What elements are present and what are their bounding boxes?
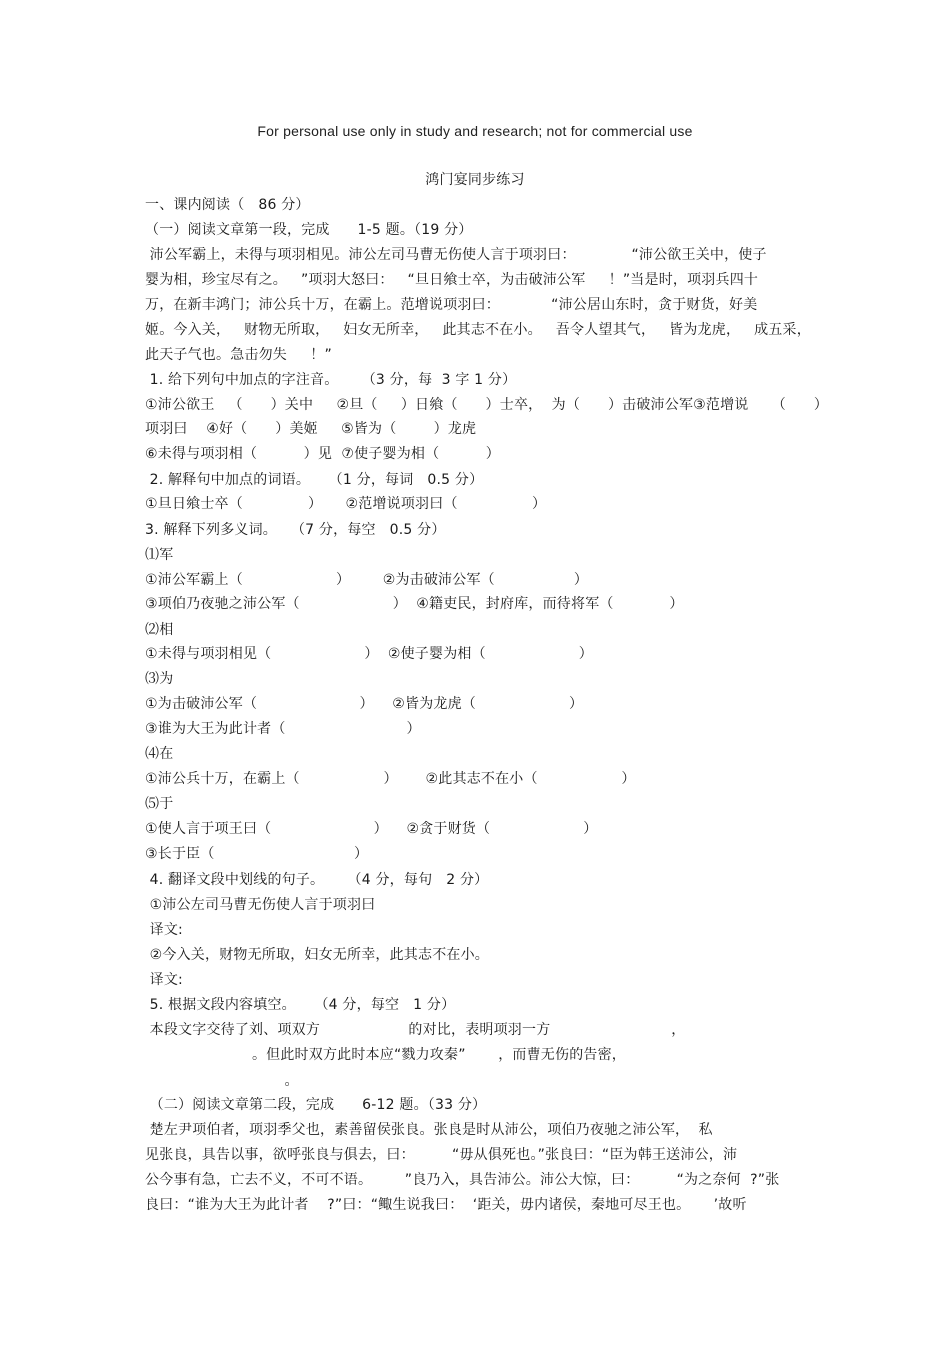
text-line: ①未得与项羽相见（ ） ②使子婴为相（ ） [145,646,594,662]
text-line: 项羽曰 ④好（ ）美姬 ⑤皆为（ ）龙虎 [145,421,477,437]
text-line: ⑴军 [145,547,174,563]
text-line: 公今事有急，亡去不义，不可不语。 ”良乃入，具告沛公。沛公大惊，曰： “为之奈何 ?”张 [145,1172,780,1188]
text-line: 译文: [145,922,183,938]
text-line: ①沛公兵十万，在霸上（ ） ②此其志不在小（ ） [145,771,636,787]
text-line: 4. 翻译文段中划线的句子。 （4 分，每句 2 分） [145,872,489,888]
text-line: 此天子气也。急击勿失 ！” [145,347,332,363]
text-line: 万，在新丰鸿门；沛公兵十万，在霸上。范增说项羽曰： “沛公居山东时，贪于财货，好美 [145,297,758,313]
document-title: 鸿门宴同步练习 [425,172,525,188]
text-line: （一）阅读文章第一段，完成 1-5 题。（19 分） [145,222,473,238]
text-line: 。但此时双方此时本应“戮力攻秦” ，而曹无伤的告密， [145,1047,627,1063]
text-line: 沛公军霸上，未得与项羽相见。沛公左司马曹无伤使人言于项羽曰： “沛公欲王关中，使子 [145,247,767,263]
text-line: 3. 解释下列多义词。 （7 分，每空 0.5 分） [145,522,446,538]
text-line: ⑸于 [145,796,174,812]
text-line: ⑵相 [145,622,174,638]
text-line: 5. 根据文段内容填空。 （4 分，每空 1 分） [145,997,456,1013]
text-line: ③长于臣（ ） [145,846,369,862]
text-line: ①旦日飨士卒（ ） ②范增说项羽曰（ ） [145,496,547,512]
text-line: 2. 解释句中加点的词语。 （1 分，每词 0.5 分） [145,472,484,488]
text-line: ①沛公军霸上（ ） ②为击破沛公军（ ） [145,572,589,588]
text-line: ⑥未得与项羽相（ ）见 ⑦使子婴为相（ ） [145,446,501,462]
text-line: ①使人言于项王曰（ ） ②贪于财货（ ） [145,821,598,837]
text-line: 本段文字交待了刘、项双方 的对比，表明项羽一方 ， [145,1022,686,1038]
text-line: ⑷在 [145,746,174,762]
text-line: 1. 给下列句中加点的字注音。 （3 分，每 3 字 1 分） [145,372,517,388]
text-line: 译文: [145,972,183,988]
text-line: 良曰：“谁为大王为此计者 ?”曰：“鲰生说我曰： ‘距关，毋内诸侯，秦地可尽王也。 ’故听 [145,1197,747,1213]
text-line: 楚左尹项伯者，项羽季父也，素善留侯张良。张良是时从沛公，项伯乃夜驰之沛公军， 私 [145,1122,713,1138]
text-line: ③谁为大王为此计者（ ） [145,721,421,737]
text-line: ①为击破沛公军（ ） ②皆为龙虎（ ） [145,696,584,712]
text-line: （二）阅读文章第二段，完成 6-12 题。（33 分） [145,1097,487,1113]
text-line: 姬。今入关， 财物无所取， 妇女无所幸， 此其志不在小。 吾令人望其气， 皆为龙虎， 成五采， [145,322,811,338]
text-line: ②今入关，财物无所取，妇女无所幸，此其志不在小。 [145,947,489,963]
text-line: ⑶为 [145,671,174,687]
text-line: 一、课内阅读（ 86 分） [145,197,310,213]
text-line: 。 [145,1073,299,1089]
page-header: For personal use only in study and research; not for commercial use [257,123,693,139]
text-line: ①沛公左司马曹无伤使人言于项羽曰 [145,897,376,913]
text-line: ③项伯乃夜驰之沛公军（ ） ④籍吏民，封府库，而待将军（ ） [145,596,684,612]
text-line: 婴为相，珍宝尽有之。 ”项羽大怒曰： “旦日飨士卒，为击破沛公军 ！”当是时，项羽兵四十 [145,272,759,288]
text-line: ①沛公欲王 （ ）关中 ②旦（ ）日飨（ ）士卒， 为（ ）击破沛公军③范增说 （ ） [145,397,829,413]
text-line: 见张良，具告以事，欲呼张良与俱去，曰： “毋从俱死也。”张良曰：“臣为韩王送沛公，沛 [145,1147,738,1163]
